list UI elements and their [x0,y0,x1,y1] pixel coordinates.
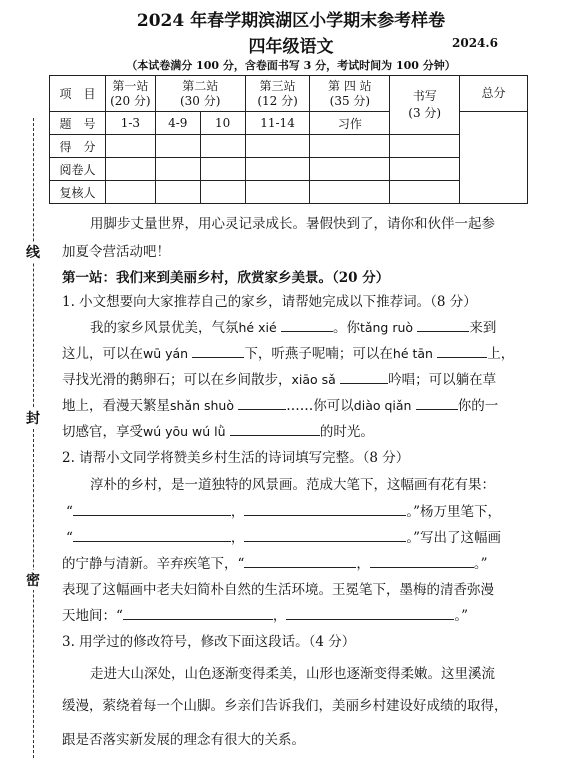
reviewer-cell[interactable] [390,181,460,204]
answer-blank[interactable] [416,395,458,410]
poem-blank[interactable] [286,605,454,620]
score-cell[interactable] [310,135,390,158]
q2-line-4: 的宁静与清新。辛弃疾笔下，“ ， 。” [62,552,488,572]
total-score-cell[interactable] [460,112,528,204]
exam-title: 2024 年春学期滨湖区小学期末参考样卷 [136,11,446,31]
poem-blank[interactable] [244,501,406,516]
station-3-header: 第三站 (12 分) [245,76,310,112]
q3-line-1: 走进大山深处，山色逐渐变得柔美，山形也逐渐变得柔嫩。这里溪流 [90,666,495,682]
reviewer-cell[interactable] [245,181,310,204]
poem-blank[interactable] [73,527,231,542]
question-number: 10 [200,112,245,135]
score-table [49,75,528,204]
question-number: 习作 [310,112,390,135]
question-3: 3. 用学过的修改符号，修改下面这段话。（4 分） [62,634,356,650]
score-cell[interactable] [390,135,460,158]
q1-line-4: 地上，看漫天繁星shǎn shuò ……你可以diào qiǎn 你的一 [62,394,498,414]
answer-blank[interactable] [238,395,286,410]
q2-line-3: “ ， 。”写出了这幅画 [66,526,501,546]
station-1-heading: 第一站：我们来到美丽乡村，欣赏家乡美景。（20 分） [62,270,390,286]
q3-line-3: 跟是否落实新发展的理念有很大的关系。 [62,732,305,748]
reviewer-row-label: 复核人 [50,181,106,204]
grader-cell[interactable] [245,158,310,181]
exam-subtitle: 四年级语文 [248,37,334,57]
question-number: 4-9 [155,112,200,135]
question-label: 题 号 [50,112,106,135]
score-cell[interactable] [200,135,245,158]
q3-line-2: 缓漫，萦绕着每一个山脚。乡亲们告诉我们，美丽乡村建设好成绩的取得， [62,698,508,714]
q2-line-1: 淳朴的乡村，是一道独特的风景画。范成大笔下，这幅画有花有果： [90,477,495,493]
q1-line-2: 这儿，可以在wū yán 下，听燕子呢喃；可以在hé tān 上， [62,342,514,362]
grader-row-label: 阅卷人 [50,158,106,181]
poem-blank[interactable] [370,553,474,568]
station-1-header: 第一站 (20 分) [105,76,155,112]
intro-line-2: 加夏令营活动吧！ [62,244,170,260]
exam-note: （本试卷满分 100 分，含卷面书写 3 分，考试时间为 100 分钟） [126,59,456,72]
station-2-header: 第二站 (30 分) [155,76,245,112]
question-number: 11-14 [245,112,310,135]
question-1: 1. 小文想要向大家推荐自己的家乡，请帮她完成以下推荐词。（8 分） [62,294,477,310]
intro-line-1: 用脚步丈量世界，用心灵记录成长。暑假快到了，请你和伙伴一起参 [90,216,495,232]
q2-line-6: 天地间：“ ， 。” [62,604,468,624]
answer-blank[interactable] [230,421,320,436]
question-number: 1-3 [105,112,155,135]
margin-label-feng: 封 [26,408,40,428]
q1-line-3: 寻找光滑的鹅卵石；可以在乡间散步，xiāo sǎ 吟唱；可以躺在草 [62,368,496,388]
answer-blank[interactable] [437,343,487,358]
poem-blank[interactable] [123,605,273,620]
reviewer-cell[interactable] [105,181,155,204]
answer-blank[interactable] [417,317,469,332]
exam-date: 2024.6 [452,36,498,50]
station-4-header: 第 四 站 (35 分) [310,76,390,112]
total-header: 总分 [460,76,528,112]
score-cell[interactable] [155,135,200,158]
q2-line-5: 表现了这幅画中老夫妇简朴自然的生活环境。王冕笔下，墨梅的清香弥漫 [62,582,494,598]
grader-cell[interactable] [105,158,155,181]
writing-header: 书写 (3 分) [390,76,460,135]
poem-blank[interactable] [244,527,406,542]
poem-blank[interactable] [73,501,231,516]
grader-cell[interactable] [155,158,200,181]
grader-cell[interactable] [200,158,245,181]
grader-cell[interactable] [390,158,460,181]
answer-blank[interactable] [192,343,244,358]
q2-line-2: “ ， 。”杨万里笔下， [66,500,501,520]
item-label: 项 目 [50,76,106,112]
score-cell[interactable] [245,135,310,158]
score-cell[interactable] [105,135,155,158]
binding-dashed-line [33,118,34,758]
margin-label-xian: 线 [26,242,40,262]
margin-label-mi: 密 [26,570,40,590]
answer-blank[interactable] [340,369,388,384]
score-row-label: 得 分 [50,135,106,158]
question-2: 2. 请帮小文同学将赞美乡村生活的诗词填写完整。（8 分） [62,450,410,466]
poem-blank[interactable] [244,553,356,568]
reviewer-cell[interactable] [310,181,390,204]
reviewer-cell[interactable] [200,181,245,204]
grader-cell[interactable] [310,158,390,181]
reviewer-cell[interactable] [155,181,200,204]
answer-blank[interactable] [281,317,333,332]
q1-line-1: 我的家乡风景优美，气氛hé xié 。你tǎng ruò 来到 [90,316,496,336]
q1-line-5: 切感官，享受wú yōu wú lǜ 的时光。 [62,420,374,440]
